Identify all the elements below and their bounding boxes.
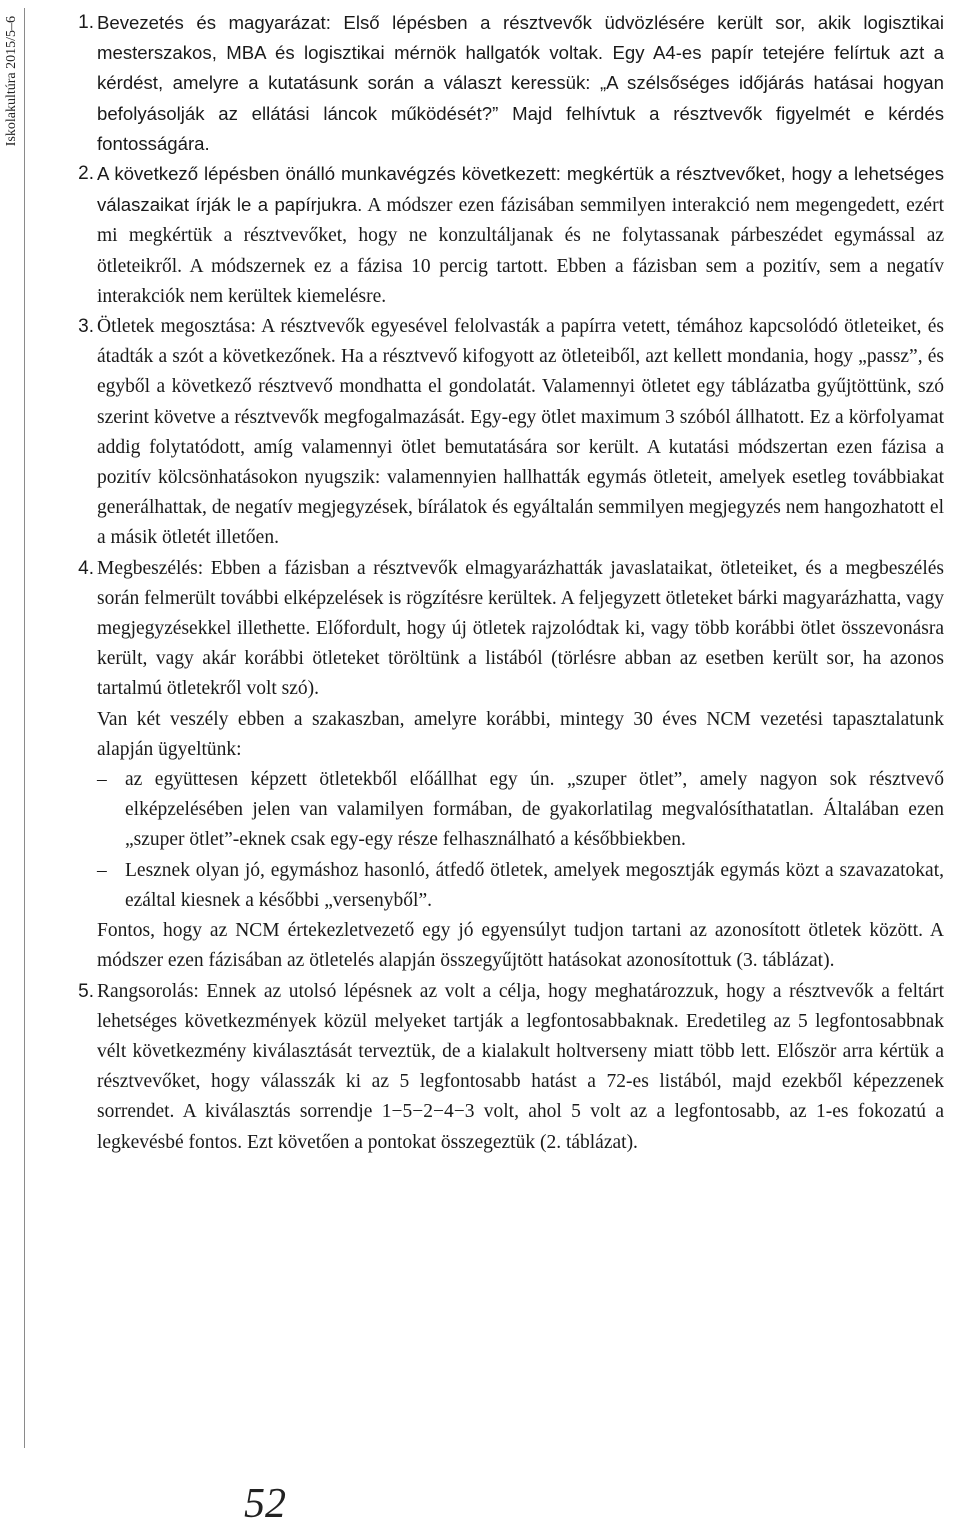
dash-bullet: –	[97, 769, 107, 791]
step-text	[97, 159, 944, 312]
list-item-text: az együttesen képzett ötletekből előállhat egy ún. „szuper ötlet”, amely nagyon sok résztvevő elképzelésében jelen van valamilyen formában, de gyakorlatilag megvalósíthatatlan. Általában ezen „szuper ötlet”-eknek csak egy-egy része felhasználható a későbbiekben.	[125, 769, 944, 851]
page-number: 52	[244, 1481, 286, 1527]
step-number: 3.	[78, 316, 94, 338]
step-4	[60, 554, 944, 977]
step-number: 4.	[78, 557, 94, 579]
running-head-text: Iskolakultúra 2015/5–6	[4, 15, 19, 146]
step-text: Rangsorolás: Ennek az utolsó lépésnek az volt a célja, hogy meghatározzuk, hogy a résztvevők a feltárt lehetséges következmények közül melyeket tartják a legfontosabbaknak. Eredetileg az 5 legfontosabbnak vélt következmény kiválasztását terveztük, de a kialakult holtverseny miatt több lett. Először arra kértük a résztvevőket, hogy válasszák ki az 5 legfontosabb hatást a 72-es listából, majd ezekből képezzenek sorrendet. A kiválasztás sorrendje 1−5−2−4−3 volt, ahol 5 volt az a legfontosabb, az 1-es fokozatú a legkevésbé fontos. Ezt követően a pontokat összegeztük (2. táblázat).	[97, 980, 944, 1153]
step-number: 5.	[78, 980, 94, 1002]
list-item	[97, 856, 944, 916]
step-1	[60, 8, 944, 159]
dangers-list	[97, 765, 944, 916]
dash-bullet: –	[97, 859, 107, 881]
step-text-serif: A módszer ezen fázisában semmilyen interakció nem megengedett, ezért mi megkértük a résztvevőket, hogy ne konzultáljanak és ne folytassanak párbeszédet egymással az ötleteikről. A módszernek ez a fázisa 10 percig tartott. Ebben a fázisban sem a pozitív, sem a negatív interakciók nem kerültek kiemelésre.	[97, 195, 944, 307]
running-head	[2, 6, 22, 146]
list-item-text: Lesznek olyan jó, egymáshoz hasonló, átfedő ötletek, amelyek megosztják egymás közt a szavazatokat, ezáltal kiesnek a későbbi „versenyből”.	[125, 859, 944, 911]
step-text: Megbeszélés: Ebben a fázisban a résztvevők elmagyarázhatták javaslataikat, ötleteiket, és a megbeszélés során felmerült további elképzelések is rögzítésre kerültek. A feljegyzett ötleteket bárki magyarázhatta, vagy megjegyzésekkel illethette. Előfordult, hogy új ötletek rajzolódtak ki, vagy több korábbi ötlet összevonásra került, vagy akár korábbi ötleteket töröltünk a listából (törlésre abban az esetben került sor, ha azonos tartalmú ötletekről volt szó).	[97, 557, 944, 700]
step-3	[60, 312, 944, 554]
article-body	[60, 8, 944, 1158]
step-text-dangers-intro: Van két veszély ebben a szakaszban, amelyre korábbi, mintegy 30 éves NCM vezetési tapasztalatunk alapján ügyeltünk:	[97, 708, 944, 760]
step-text-conclusion: Fontos, hogy az NCM értekezletvezető egy jó egyensúlyt tudjon tartani az azonosított ötletek között. A módszer ezen fázisában az ötletelés alapján összegyűjtött hatásokat azonosítottuk (3. táblázat).	[97, 920, 944, 972]
step-number: 1.	[78, 12, 94, 33]
method-steps-list	[60, 8, 944, 1158]
list-item	[97, 765, 944, 856]
margin-rule	[24, 8, 25, 1448]
step-number: 2.	[78, 163, 94, 185]
step-text: Bevezetés és magyarázat: Első lépésben a résztvevők üdvözlésére került sor, akik logisztikai mesterszakos, MBA és logisztikai mérnök hallgatók voltak. Egy A4-es papír tetejére felírtuk azt a kérdést, amelyre a kutatásunk során a választ keressük: „A szélsőséges időjárás hatásai hogyan befolyásolják az ellátási láncok működését?” Majd felhívtuk a résztvevők figyelmét e kérdés fontosságára.	[97, 12, 944, 154]
step-text-sans: A következő lépésben önálló munkavégzés következett: megkértük a résztvevőket, hogy a lehetséges válaszaikat írják le a papírjukra.	[97, 163, 944, 216]
step-2	[60, 159, 944, 312]
step-5	[60, 977, 944, 1158]
step-text: Ötletek megosztása: A résztvevők egyesével felolvasták a papírra vetett, témához kapcsolódó ötleteiket, és átadták a szót a következőnek. Ha a résztvevő kifogyott az ötleteiből, azt kellett mondania, hogy „passz”, és egyből a következő résztvevő mondhatta el gondolatát. Valamennyi ötletet egy táblázatba gyűjtöttünk, szó szerint követve a résztvevők megfogalmazását. Egy-egy ötlet maximum 3 szóból állhatott. Ez a körfolyamat addig folytatódott, amíg valamennyi ötlet bemutatására sor került. A kutatási módszertan ezen fázisa a pozitív kölcsönhatásokon nyugszik: valamennyien hallhatták egymás ötleteit, amelyek esetleg továbbiakat generálhattak, de negatív megjegyzések, bírálatok és egyáltalán semmilyen megjegyzés nem hangozhatott el a másik ötletét illetően.	[97, 316, 944, 549]
